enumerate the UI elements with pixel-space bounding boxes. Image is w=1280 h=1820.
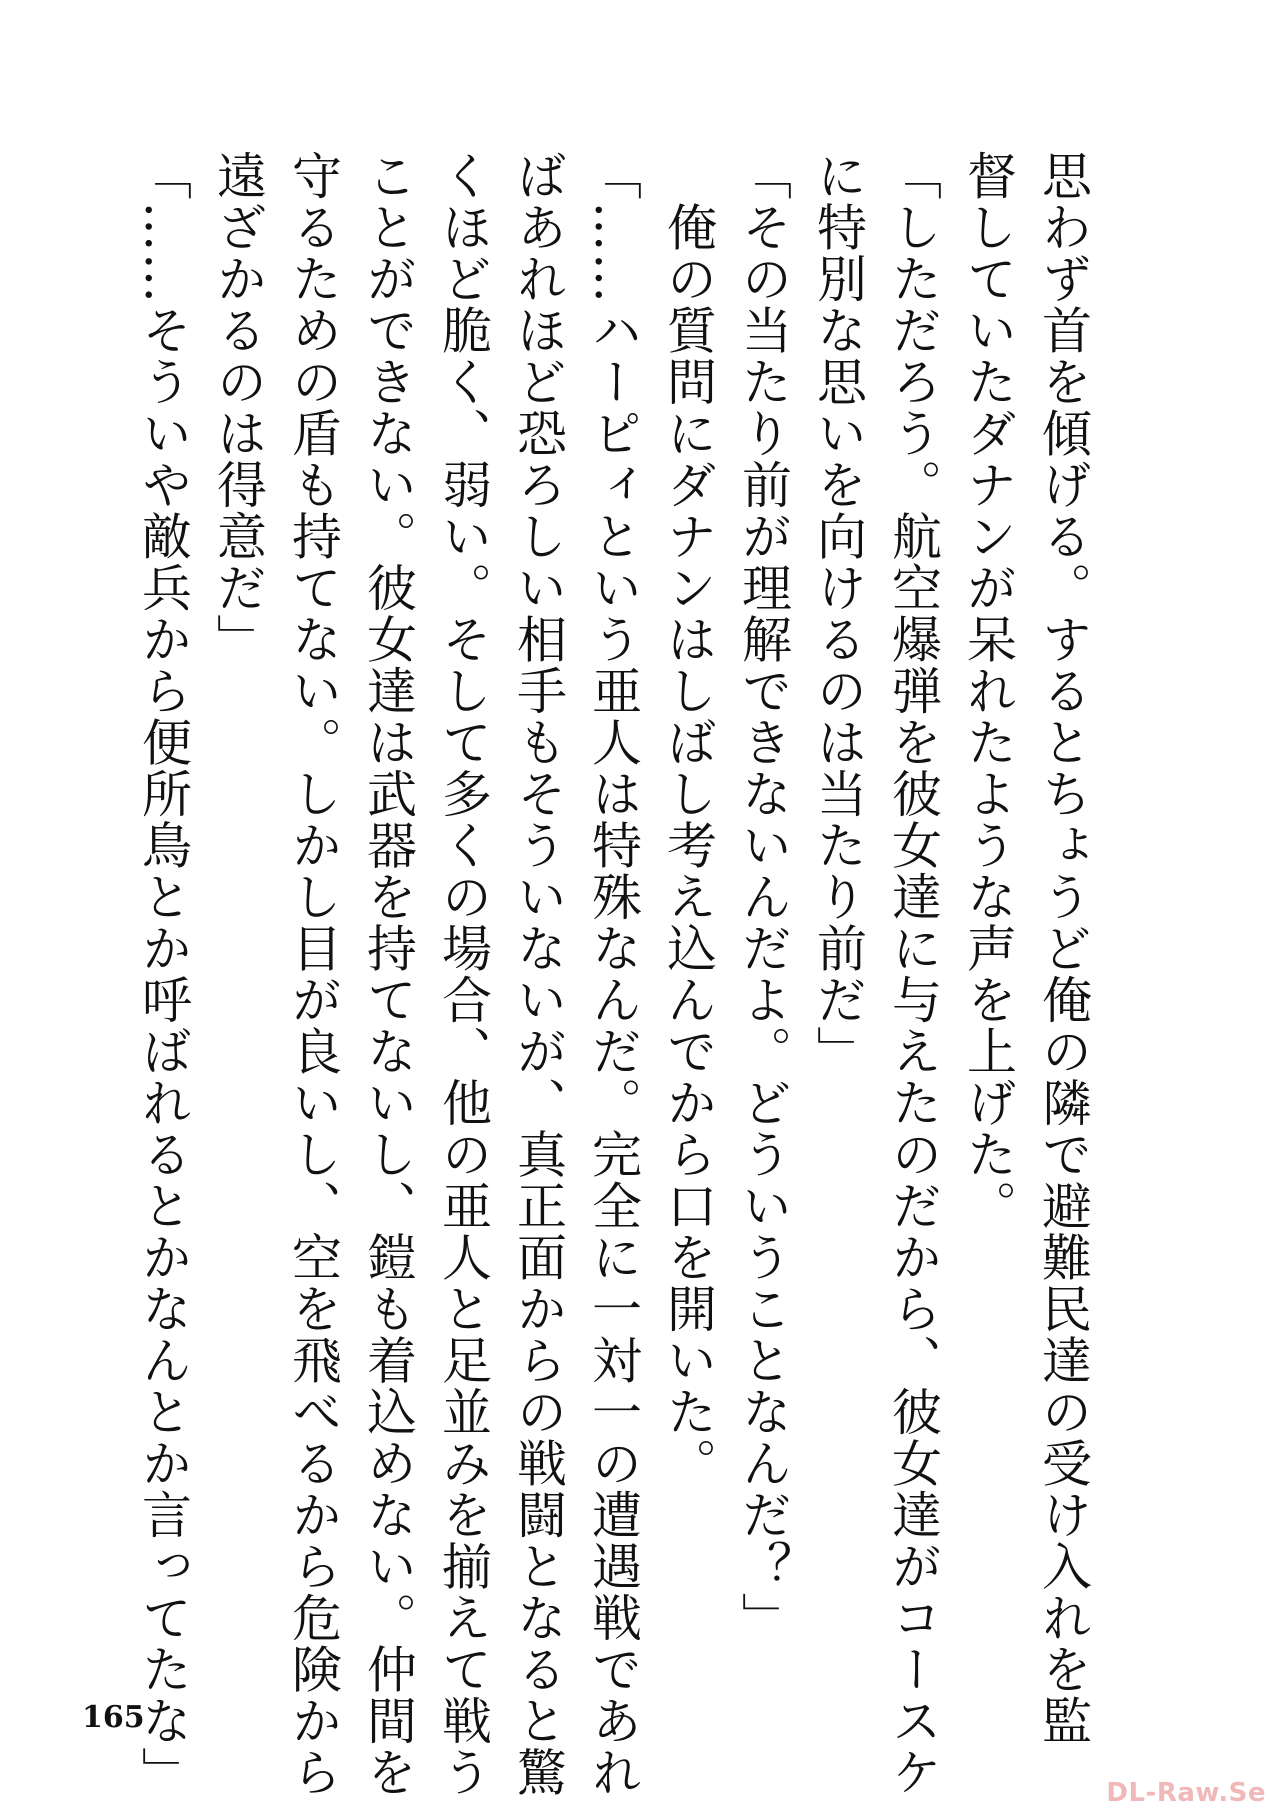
page-number: 165 <box>82 1700 145 1735</box>
text-line: くほど脆く、弱い。そして多くの場合、他の亜人と足並みを揃えて戦う <box>434 150 492 1798</box>
text-line: 俺の質問にダナンはしばし考え込んでから口を開いた。 <box>659 150 717 1489</box>
text-line: に特別な思いを向けるのは当たり前だ」 <box>809 150 867 1077</box>
text-line: 思わず首を傾げる。するとちょうど俺の隣で避難民達の受け入れを監 <box>1034 150 1092 1747</box>
text-line: ばあれほど恐ろしい相手もそういないが、真正面からの戦闘となると驚 <box>509 150 567 1798</box>
text-line: 「その当たり前が理解できないんだよ。どういうことなんだ？」 <box>734 150 792 1644</box>
text-line: 「……そういや敵兵から便所鳥とか呼ばれるとかなんとか言ってたな」 <box>134 150 192 1798</box>
watermark: DL-Raw.Se <box>1106 1778 1266 1808</box>
text-line: ことができない。彼女達は武器を持てないし、鎧も着込めない。仲間を <box>359 150 417 1798</box>
text-line: 「しただろう。航空爆弾を彼女達に与えたのだから、彼女達がコースケ <box>884 150 942 1798</box>
text-line: 遠ざかるのは得意だ」 <box>209 150 267 665</box>
text-line: 「……ハーピィという亜人は特殊なんだ。完全に一対一の遭遇戦であれ <box>584 150 642 1798</box>
vertical-text-body <box>125 150 1100 1798</box>
text-line: 守るための盾も持てない。しかし目が良いし、空を飛べるから危険から <box>284 150 342 1798</box>
text-line: 督していたダナンが呆れたような声を上げた。 <box>959 150 1017 1232</box>
